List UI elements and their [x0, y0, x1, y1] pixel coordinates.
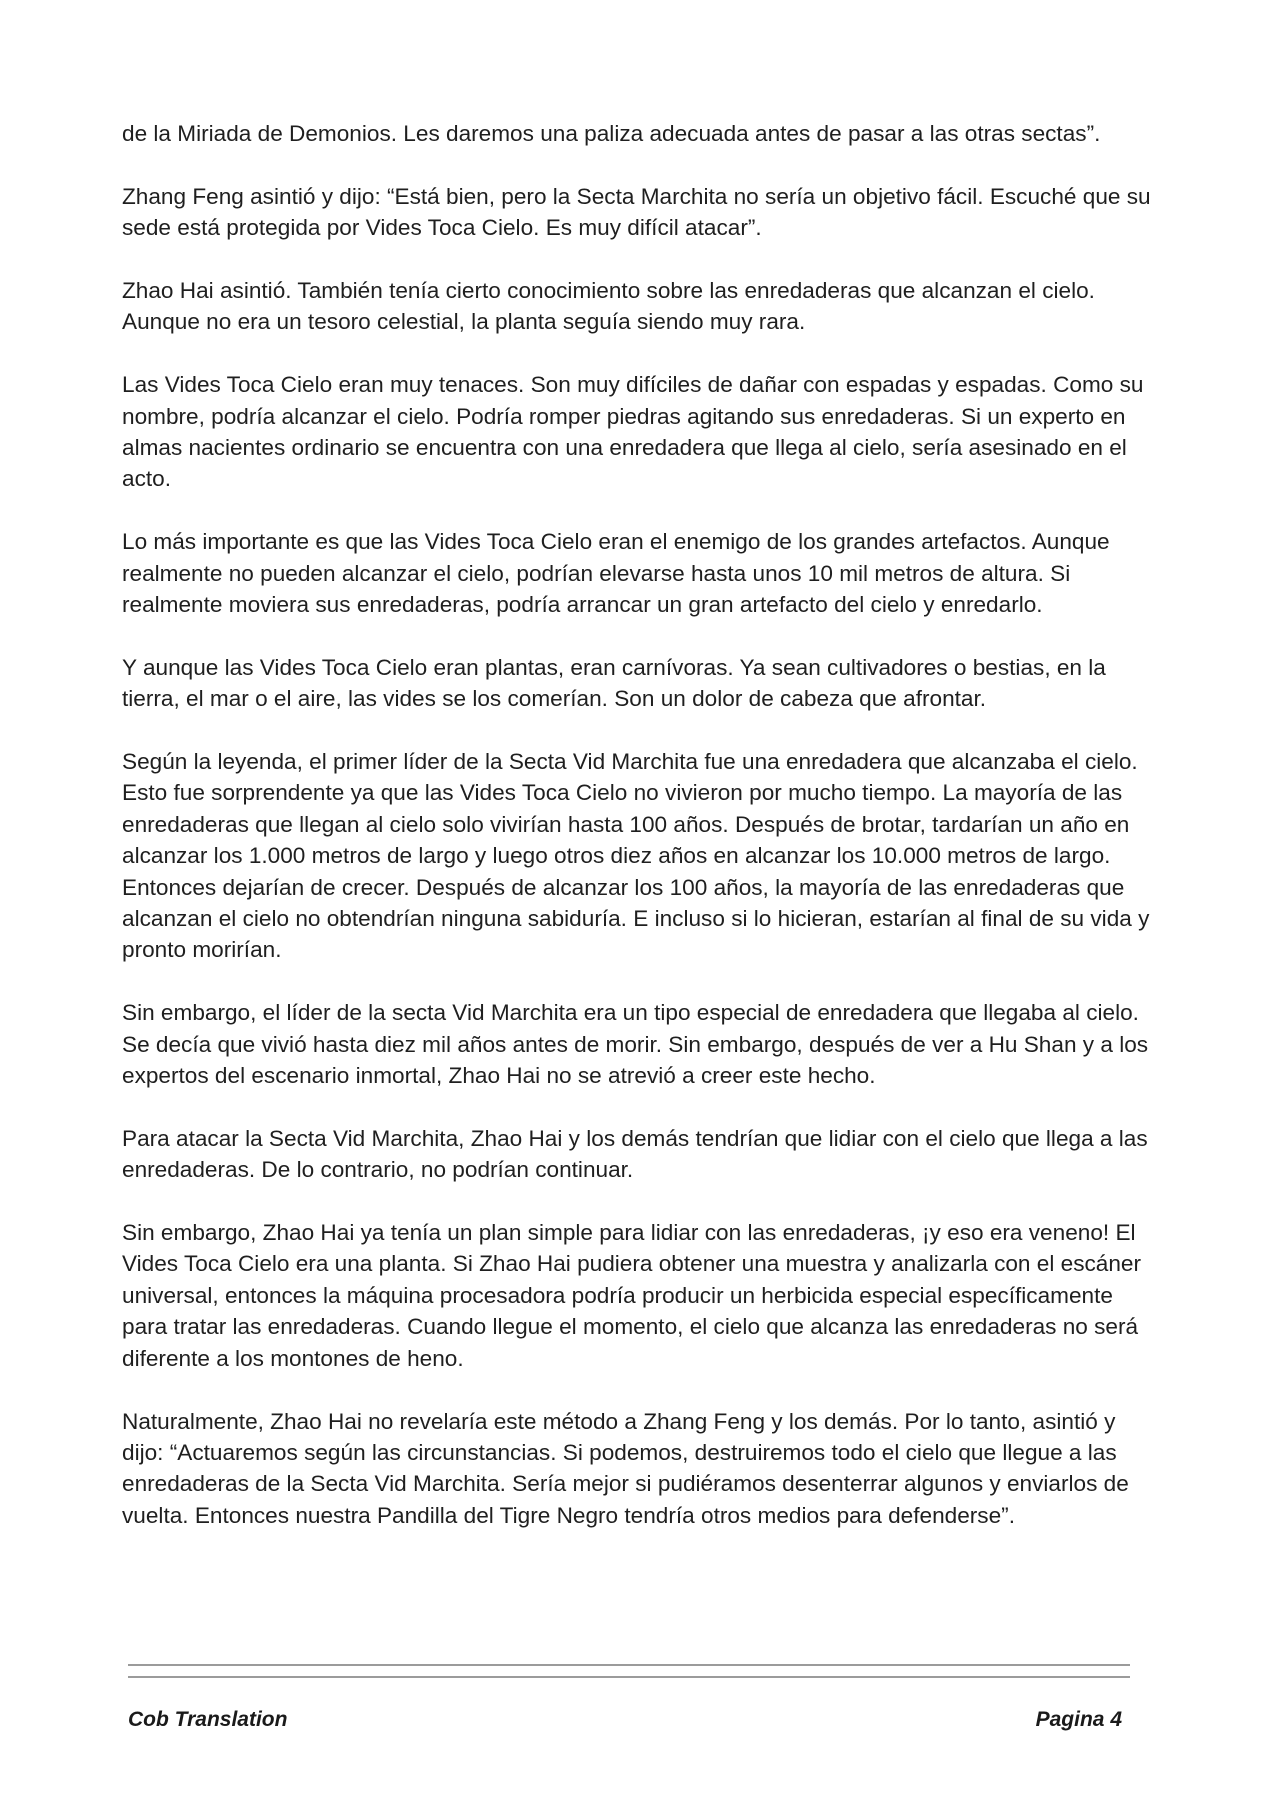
footer-divider — [128, 1664, 1130, 1678]
paragraph: Sin embargo, el líder de la secta Vid Marchita era un tipo especial de enredadera que llegaba al cielo. Se decía que vivió hasta diez mil años antes de morir. Sin embargo, después de ver a Hu Shan y a los expertos del escenario inmortal, Zhao Hai no se atrevió a creer este hecho. — [122, 1000, 1149, 1089]
footer-page-number: Pagina 4 — [1035, 1708, 1122, 1731]
paragraph: Y aunque las Vides Toca Cielo eran plantas, eran carnívoras. Ya sean cultivadores o bestias, en la tierra, el mar o el aire, las vides se los comerían. Son un dolor de cabeza que afrontar. — [122, 654, 1106, 712]
paragraph: Lo más importante es que las Vides Toca Cielo eran el enemigo de los grandes artefactos. Aunque realmente no pueden alcanzar el cielo, podrían elevarse hasta unos 10 mil metros de altura. Si realmente moviera sus enredaderas, podría arrancar un gran artefacto del cielo y enredarlo. — [122, 529, 1110, 618]
paragraph: Según la leyenda, el primer líder de la Secta Vid Marchita fue una enredadera que alcanzaba el cielo. Esto fue sorprendente ya que las Vides Toca Cielo no vivieron por mucho tiempo. La mayoría de las enredaderas que llegan al cielo solo vivirían hasta 100 años. Después de brotar, tardarían un año en alcanzar los 1.000 metros de largo y luego otros diez años en alcanzar los 10.000 metros de largo. Entonces dejarían de crecer. Después de alcanzar los 100 años, la mayoría de las enredaderas que alcanzan el cielo no obtendrían ninguna sabiduría. E incluso si lo hicieran, estarían al final de su vida y pronto morirían. — [122, 749, 1150, 963]
paragraph: Zhao Hai asintió. También tenía cierto conocimiento sobre las enredaderas que alcanzan el cielo. Aunque no era un tesoro celestial, la planta seguía siendo muy rara. — [122, 278, 1095, 335]
paragraph: Las Vides Toca Cielo eran muy tenaces. Son muy difíciles de dañar con espadas y espadas. Como su nombre, podría alcanzar el cielo. Podría romper piedras agitando sus enredaderas. Si un experto en almas nacientes ordinario se encuentra con una enredadera que llega al cielo, sería asesinado en el acto. — [122, 372, 1144, 492]
divider-line — [128, 1676, 1130, 1678]
paragraph: Sin embargo, Zhao Hai ya tenía un plan simple para lidiar con las enredaderas, ¡y eso era veneno! El Vides Toca Cielo era una planta. Si Zhao Hai pudiera obtener una muestra y analizarla con el escáner universal, entonces la máquina procesadora podría producir un herbicida especial específicamente para tratar las enredaderas. Cuando llegue el momento, el cielo que alcanza las enredaderas no será diferente a los montones de heno. — [122, 1220, 1142, 1371]
paragraph: Zhang Feng asintió y dijo: “Está bien, pero la Secta Marchita no sería un objetivo fácil. Escuché que su sede está protegida por Vides Toca Cielo. Es muy difícil atacar”. — [122, 183, 1151, 241]
paragraph: Para atacar la Secta Vid Marchita, Zhao Hai y los demás tendrían que lidiar con el cielo que llega a las enredaderas. De lo contrario, no podrían continuar. — [122, 1125, 1148, 1183]
page-footer — [128, 1708, 1122, 1748]
paragraph: Naturalmente, Zhao Hai no revelaría este método a Zhang Feng y los demás. Por lo tanto, asintió y dijo: “Actuaremos según las circunstancias. Si podemos, destruiremos todo el cielo que llegue a las enredaderas de la Secta Vid Marchita. Sería mejor si pudiéramos desenterrar algunos y enviarlos de vuelta. Entonces nuestra Pandilla del Tigre Negro tendría otros medios para defenderse”. — [122, 1408, 1129, 1528]
divider-line — [128, 1664, 1130, 1666]
body-text — [122, 118, 1162, 1563]
paragraph: de la Miriada de Demonios. Les daremos una paliza adecuada antes de pasar a las otras sectas”. — [122, 121, 1101, 146]
footer-translator-credit: Cob Translation — [128, 1708, 288, 1731]
